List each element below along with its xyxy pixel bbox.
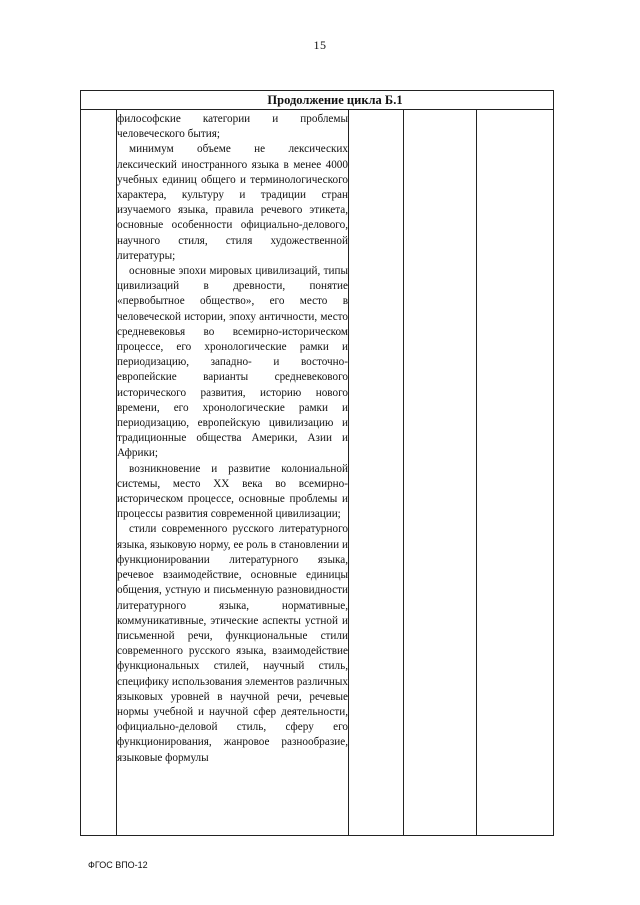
content-paragraph: минимум объеме не лексических лексический иностранного языка в менее 4000 учебных единиц общего и терминологического характера, культуру и традиции стран изучаемого языка, правила речевого этикета, основные особенности официально-делового, научного стиля, стиля художественной литературы; (117, 143, 348, 262)
content-paragraph: стили современного русского литературного языка, языковую норму, ее роль в становлении и функционировании литературного языка, речевое взаимодействие, основные единицы общения, устную и письменную разновидности литературного языка, нормативные, коммуникативные, этические аспекты устной и письменной речи, функциональные стили современного русского языка, взаимодействие функциональных стилей, научный стиль, специфику использования элементов различных языковых уровней в научной речи, речевые нормы учебной и научной сфер деятельности, официально-деловой стиль, сферу его функционирования, жанровое разнообразие, языковые формулы (117, 523, 348, 764)
content-cell (117, 112, 348, 766)
curriculum-table (80, 90, 554, 836)
content-paragraph: основные эпохи мировых цивилизаций, типы цивилизаций в древности, понятие «первобытное общество», его место в человеческой истории, эпоху античности, место средневековья во всемирно-историческом процессе, его хронологические рамки и периодизацию, западно- и восточно-европейские варианты средневекового исторического развития, историю нового времени, его хронологические рамки и периодизацию, европейскую цивилизацию и традиционные общества Америки, Азии и Африки; (117, 265, 348, 460)
column-divider (403, 109, 404, 835)
table-header-row (81, 91, 553, 110)
column-divider (348, 109, 349, 835)
table-header-title: Продолжение цикла Б.1 (267, 93, 403, 107)
column-divider (476, 109, 477, 835)
document-code-footer: ФГОС ВПО-12 (88, 860, 148, 870)
page-number: 15 (313, 38, 327, 52)
content-paragraph: философские категории и проблемы человеческого бытия; (117, 113, 348, 141)
content-paragraph: возникновение и развитие колониальной системы, место XX века во всемирно-историческом процессе, основные проблемы и процессы развития современной цивилизации; (117, 462, 348, 521)
